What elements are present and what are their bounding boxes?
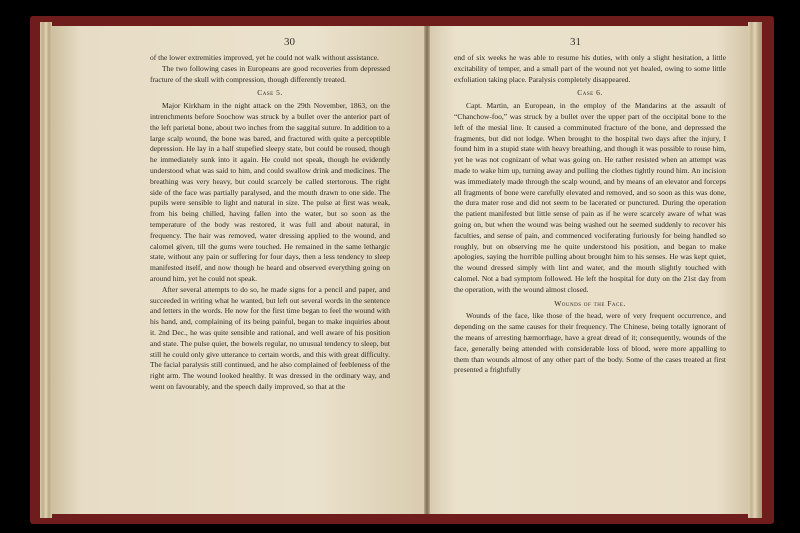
- page-edges-left: [40, 22, 52, 518]
- case-heading: Case 5.: [257, 88, 283, 98]
- case-heading: Case 6.: [577, 88, 603, 98]
- paragraph: Capt. Martin, an European, in the employ of the Mandarins at the assault of “Chanchow-foo,” was struck by a bullet over the upper part of the occipital bone to the left of the mesial line. It caused a comminuted fracture of the bone, and depressed the fragments, but did not lodge. When brought to the hospital two days after the injury, I found him in a stupid state with heavy breathing, and though it was possible to rouse him, yet he was not cognizant of what was going on. He rather resisted when an attempt was made to wake him up, turning away and pulling the clothes tightly round him. An incision was immediately made through the scalp wound, and by means of an elevator and forceps all fragments of bone were carefully elevated and removed, and so soon as this was done, the dura mater rose and did not seem to be lacerated or punctured. During the operation the patient manifested but little sense of pain as if he were scarcely aware of what was going on, but when the wound was being washed out he seemed suddenly to recover his faculties, and sense of pain, and commenced vociferating furiously for being handled so roughly, but on observing me he quite understood his position, and began to make apologies, saying the horrible pulling about brought him to his senses. He was kept quiet, the wound dressed simply with lint and water, and the mouth slightly touched with calomel. Not a bad symptom followed. He left the hospital for duty on the 21st day from the operation, with the wound almost closed.: [454, 101, 726, 294]
- page-text: [454, 53, 726, 376]
- section-heading: Wounds of the Face.: [554, 298, 626, 308]
- paragraph: The two following cases in Europeans are good recoveries from depressed fracture of the skull with compression, though differently treated.: [150, 63, 390, 84]
- page-edges-right: [748, 22, 762, 518]
- paragraph: end of six weeks he was able to resume his duties, with only a slight hesitation, a little excitability of temper, and a small part of the wound not yet healed, owing to some little exfoliation taking place. Paralysis completely disappeared.: [454, 53, 726, 84]
- page-text: [150, 53, 390, 393]
- paragraph: After several attempts to do so, he made signs for a pencil and paper, and succeeded in writing what he wanted, but left out several words in the sentence and letters in the words. He now for the first time began to feel the wound with his hand, and, complaining of its being painful, began to make inquiries about it. 2nd Dec., he was quite sensible and rational, and well aware of his position and state. The pulse quiet, the bowels regular, no unusual tendency to sleep, but still he could only give utterance to certain words, and this with great difficulty. The facial paralysis still continued, and he also complained of feebleness of the right arm. The wound looked healthy. It was dressed in the ordinary way, and went on favourably, and the speech daily improved, so that at the: [150, 284, 390, 391]
- paragraph: Wounds of the face, like those of the head, were of very frequent occurrence, and depending on the same causes for their frequency. The Chinese, being totally ignorant of the means of arresting hæmorrhage, have a great dread of it; consequently, wounds of the face, generally being attended with considerable loss of blood, were more appalling to them than wounds almost of any other part of the body. Some of the cases treated at first presented a frightfully: [454, 311, 726, 375]
- paragraph: Major Kirkham in the night attack on the 29th November, 1863, on the intrenchments before Soochow was struck by a bullet over the anterior part of the left parietal bone, about two inches from the saggital suture. In addition to a large scalp wound, the bone was bared, and fractured with quite a perceptible depression. He lay in a half stupefied sleepy state, but could be roused, though he immediately sunk into it again. He could not speak, though he evidently understood what was said to him, and could swallow drink and medicines. The breathing was very heavy, but could scarcely be called stertorous. The right side of the face was partially paralysed, and the mouth drawn to one side. The pupils were sensible to light and natural in size. The pulse at first was weak, from his being chilled, having fallen into the water, but so soon as the temperature of the body was restored, it was full and about natural, in frequency. The hair was removed, water dressing applied to the wound, and calomel given, till the gums were touched. He remained in the same lethargic state, without any pain or suffering for four days, then a less tendency to sleep manifested itself, and now though he heard and observed everything going on around him, yet he could not speak.: [150, 101, 390, 283]
- page-number: 30: [284, 36, 295, 48]
- left-page: [52, 26, 424, 514]
- paragraph: of the lower extremities improved, yet he could not walk without assistance.: [150, 53, 379, 62]
- page-number: 31: [570, 36, 581, 48]
- right-page: [430, 26, 748, 514]
